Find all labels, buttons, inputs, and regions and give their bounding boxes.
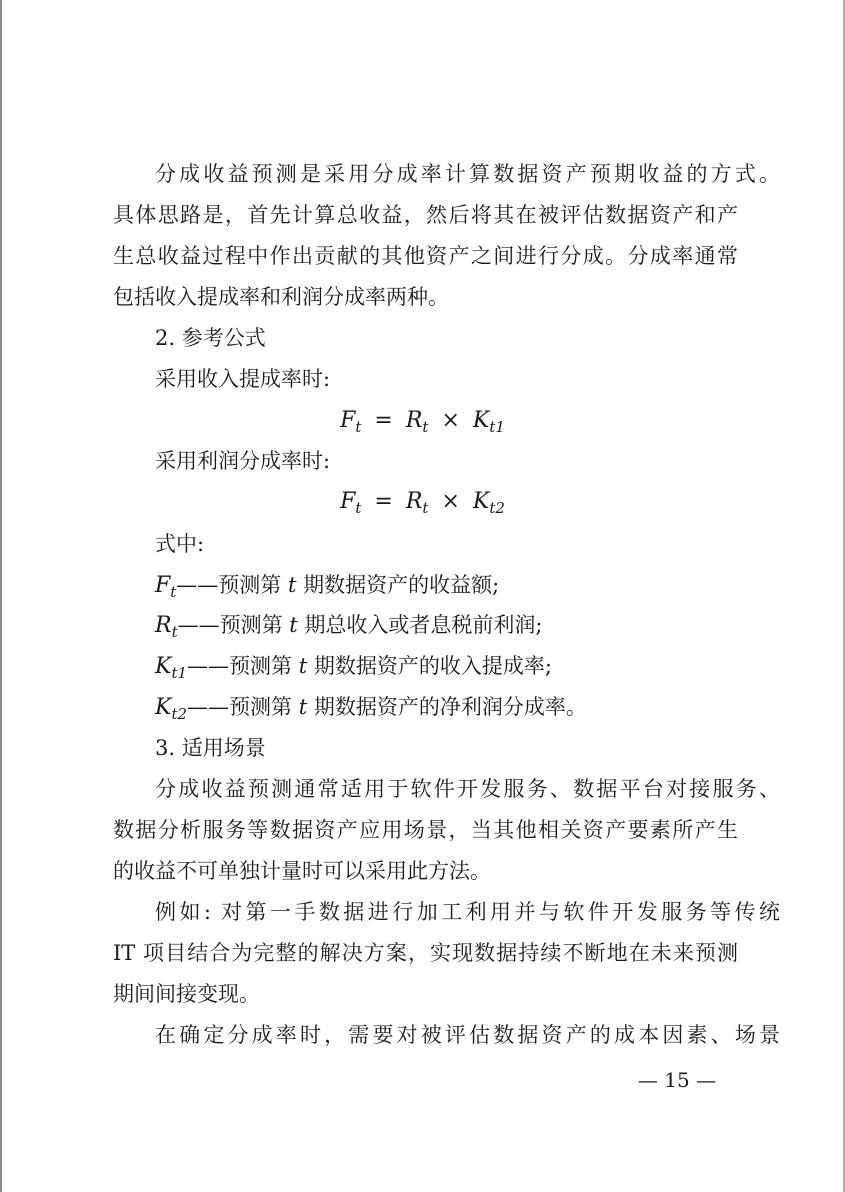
- def-symbol: K: [155, 695, 172, 720]
- page-left-border: [0, 0, 2, 1192]
- formula-symbol: F: [340, 408, 356, 433]
- def-subscript: t1: [171, 664, 188, 682]
- definition-item: [113, 687, 780, 728]
- formula-subscript: t: [355, 499, 362, 517]
- def-dash: ——: [187, 654, 230, 678]
- income-rate-label: 采用收入提成率时:: [155, 367, 331, 391]
- def-dash: ——: [187, 695, 230, 719]
- paragraph-line: 在确定分成率时，需要对被评估数据资产的成本因素、场景: [155, 1023, 780, 1047]
- def-symbol: R: [155, 613, 172, 638]
- paragraph-line: IT 项目结合为完整的解决方案，实现数据持续不断地在未来预测: [113, 941, 738, 965]
- formula-profit: [0, 482, 845, 522]
- def-dash: ——: [177, 613, 220, 637]
- formula-operator: =: [374, 489, 393, 514]
- paragraph-line: 分成收益预测是采用分成率计算数据资产预期收益的方式。: [155, 162, 780, 186]
- def-variable: t: [298, 654, 308, 678]
- page-number: — 15 —: [637, 1068, 717, 1092]
- def-variable: t: [289, 613, 298, 637]
- paragraph-line: 具体思路是，首先计算总收益，然后将其在被评估数据资产和产: [113, 203, 738, 227]
- paragraph-line: 包括收入提成率和利润分成率两种。: [113, 285, 449, 309]
- def-text: 期数据资产的净利润分成率。: [313, 695, 587, 719]
- def-text: 期数据资产的收入提成率;: [313, 654, 552, 678]
- formula-symbol: F: [340, 489, 356, 514]
- def-subscript: t2: [171, 705, 188, 723]
- def-subscript: t: [171, 623, 178, 641]
- def-subscript: t: [170, 583, 177, 601]
- formula-operator: ×: [441, 489, 460, 514]
- profit-rate-label: 采用利润分成率时:: [155, 449, 331, 473]
- formula-subscript: t1: [489, 418, 505, 436]
- formula-subscript: t: [422, 499, 429, 517]
- def-symbol: F: [155, 573, 171, 598]
- where-label: 式中:: [155, 532, 205, 556]
- formula-subscript: t: [355, 418, 362, 436]
- section-heading-scenarios: 3. 适用场景: [155, 736, 266, 760]
- definition-item: [113, 565, 780, 606]
- paragraph-line: 例如: 对第一手数据进行加工利用并与软件开发服务等传统: [155, 900, 780, 924]
- def-symbol: K: [155, 654, 172, 679]
- formula-symbol: R: [405, 408, 423, 433]
- def-text: 期数据资产的收益额;: [303, 573, 500, 597]
- paragraph-line: 期间间接变现。: [113, 982, 260, 1006]
- def-variable: t: [287, 573, 297, 597]
- def-variable: t: [298, 695, 308, 719]
- paragraph-line: 分成收益预测通常适用于软件开发服务、数据平台对接服务、: [155, 777, 780, 801]
- section-heading-formula: 2. 参考公式: [155, 326, 266, 350]
- def-text: 预测第: [229, 654, 293, 678]
- definition-item: [113, 605, 780, 646]
- formula-symbol: K: [472, 489, 490, 514]
- formula-subscript: t2: [489, 499, 505, 517]
- def-text: 期总收入或者息税前利润;: [304, 613, 543, 637]
- formula-symbol: R: [405, 489, 423, 514]
- def-text: 预测第: [229, 695, 293, 719]
- paragraph-line: 数据分析服务等数据资产应用场景，当其他相关资产要素所产生: [113, 818, 738, 842]
- formula-subscript: t: [422, 418, 429, 436]
- def-text: 预测第: [219, 613, 283, 637]
- definition-item: [113, 646, 780, 687]
- def-text: 预测第: [218, 573, 282, 597]
- formula-operator: =: [374, 408, 393, 433]
- def-dash: ——: [176, 573, 219, 597]
- formula-symbol: K: [472, 408, 490, 433]
- formula-income: [0, 401, 845, 441]
- paragraph-line: 生总收益过程中作出贡献的其他资产之间进行分成。分成率通常: [113, 244, 738, 268]
- formula-operator: ×: [441, 408, 460, 433]
- paragraph-line: 的收益不可单独计量时可以采用此方法。: [113, 859, 491, 883]
